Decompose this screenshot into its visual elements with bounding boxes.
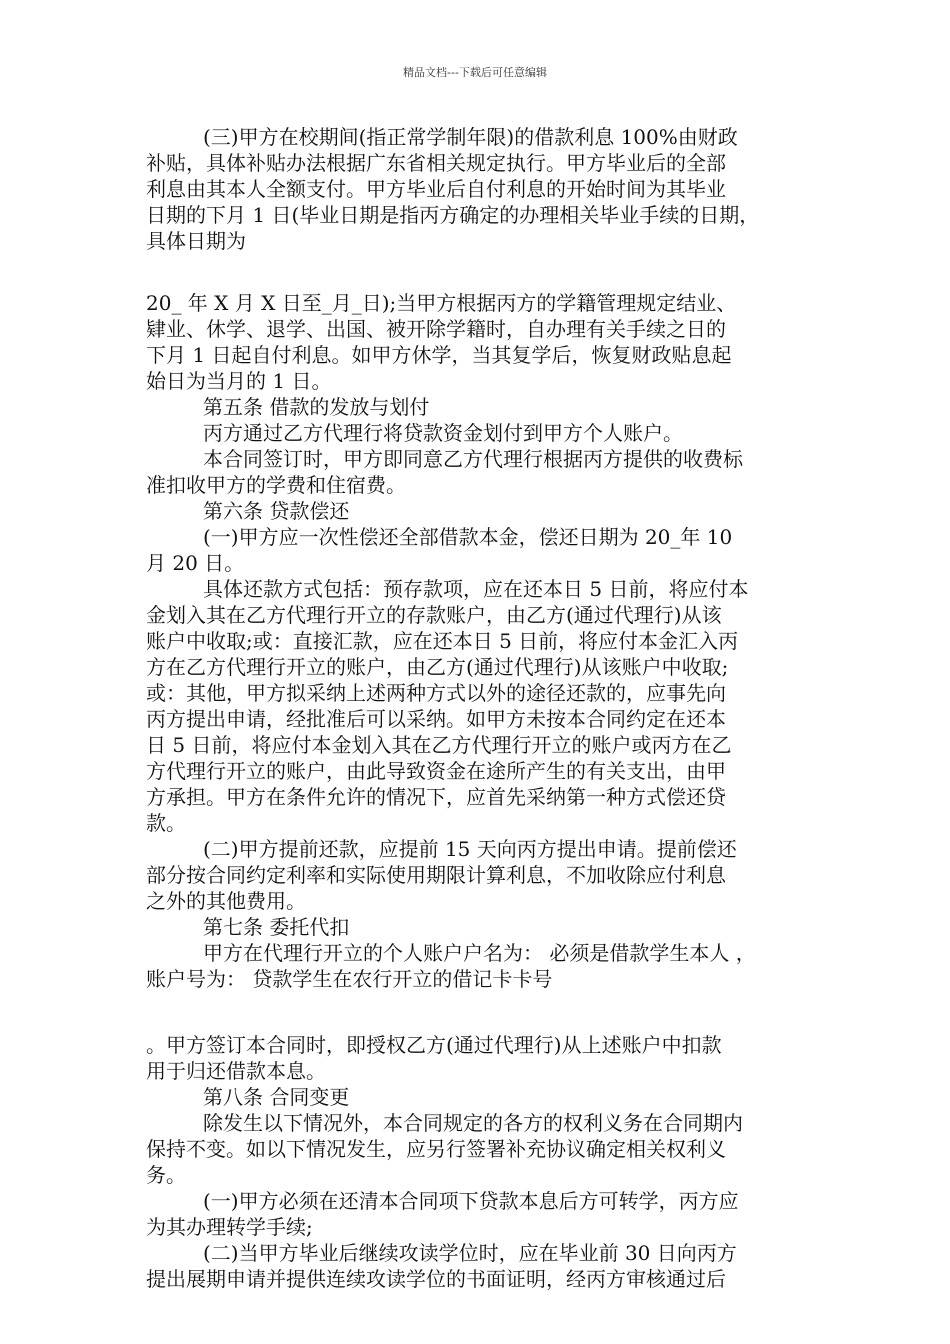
- text-line: 20_ 年 X 月 X 日至_月_日);当甲方根据丙方的学籍管理规定结业、: [146, 291, 737, 315]
- text-line: 下月 1 日起自付利息。如甲方休学，当其复学后，恢复财政贴息起: [146, 343, 732, 367]
- article-7-title: 第七条 委托代扣: [203, 915, 350, 939]
- text-line: 款。: [146, 811, 186, 835]
- paragraph-self-paid-interest: [146, 290, 810, 394]
- text-line: 部分按合同约定利率和实际使用期限计算利息，不加收除应付利息: [146, 863, 726, 887]
- article-5-title: 第五条 借款的发放与划付: [203, 395, 430, 419]
- text-line: 具体日期为: [146, 229, 246, 253]
- text-line: 方代理行开立的账户，由此导致资金在途所产生的有关支出，由甲: [146, 759, 726, 783]
- text-line: 除发生以下情况外，本合同规定的各方的权利义务在合同期内: [203, 1111, 743, 1135]
- text-line: (一)甲方应一次性偿还全部借款本金，偿还日期为 20_年 10: [203, 525, 733, 549]
- article-8-paragraph-3: [146, 1240, 810, 1292]
- article-6-paragraph-1: [146, 524, 810, 576]
- document-body: [146, 124, 810, 1292]
- text-line: 甲方在代理行开立的个人账户户名为： 必须是借款学生本人 ，: [203, 941, 756, 965]
- page-header: 精品文档---下载后可任意编辑: [403, 66, 547, 79]
- text-line: 日 5 日前，将应付本金划入其在乙方代理行开立的账户或丙方在乙: [146, 733, 732, 757]
- article-8-title: 第八条 合同变更: [203, 1085, 350, 1109]
- text-line: 方承担。甲方在条件允许的情况下，应首先采纳第一种方式偿还贷: [146, 785, 726, 809]
- text-line: 准扣收甲方的学费和住宿费。: [146, 473, 406, 497]
- text-line: 日期的下月 1 日(毕业日期是指丙方确定的办理相关毕业手续的日期，: [146, 203, 760, 227]
- text-line: 为其办理转学手续;: [146, 1215, 313, 1239]
- text-line: 方在乙方代理行开立的账户，由乙方(通过代理行)从该账户中收取;: [146, 655, 729, 679]
- article-6-paragraph-3: [146, 836, 810, 914]
- text-line: 丙方提出申请，经批准后可以采纳。如甲方未按本合同约定在还本: [146, 707, 726, 731]
- text-line: 用于归还借款本息。: [146, 1059, 326, 1083]
- text-line: 提出展期申请并提供连续攻读学位的书面证明，经丙方审核通过后: [146, 1267, 726, 1291]
- text-line: (三)甲方在校期间(指正常学制年限)的借款利息 100%由财政: [203, 125, 738, 149]
- text-line: 金划入其在乙方代理行开立的存款账户，由乙方(通过代理行)从该: [146, 603, 722, 627]
- text-line: 之外的其他费用。: [146, 889, 306, 913]
- text-line: 具体还款方式包括：预存款项，应在还本日 5 日前，将应付本: [203, 577, 749, 601]
- text-line: 本合同签订时，甲方即同意乙方代理行根据丙方提供的收费标: [203, 447, 743, 471]
- text-line: 。甲方签订本合同时，即授权乙方(通过代理行)从上述账户中扣款: [146, 1033, 722, 1057]
- text-line: 肄业、休学、退学、出国、被开除学籍时，自办理有关手续之日的: [146, 317, 726, 341]
- article-8-paragraph-1: [146, 1110, 810, 1188]
- text-line: 补贴，具体补贴办法根据广东省相关规定执行。甲方毕业后的全部: [146, 151, 726, 175]
- article-7-paragraph-1: [146, 940, 810, 992]
- text-line: 务。: [146, 1163, 186, 1187]
- article-6-paragraph-2: [146, 576, 810, 836]
- article-8-paragraph-2: [146, 1188, 810, 1240]
- article-5-paragraph-2: [146, 446, 810, 498]
- text-line: (一)甲方必须在还清本合同项下贷款本息后方可转学，丙方应: [203, 1189, 739, 1213]
- text-line: 账户中收取;或：直接汇款，应在还本日 5 日前，将应付本金汇入丙: [146, 629, 739, 653]
- text-line: 账户号为： 贷款学生在农行开立的借记卡卡号: [146, 967, 553, 991]
- text-line: 利息由其本人全额支付。甲方毕业后自付利息的开始时间为其毕业: [146, 177, 726, 201]
- text-line: (二)甲方提前还款，应提前 15 天向丙方提出申请。提前偿还: [203, 837, 737, 861]
- text-line: 始日为当月的 1 日。: [146, 369, 332, 393]
- article-7-paragraph-2: [146, 1032, 810, 1084]
- text-line: (二)当甲方毕业后继续攻读学位时，应在毕业前 30 日向丙方: [203, 1241, 737, 1265]
- text-line: 或：其他，甲方拟采纳上述两种方式以外的途径还款的，应事先向: [146, 681, 726, 705]
- paragraph-interest-subsidy: [146, 124, 810, 254]
- article-5-paragraph-1: 丙方通过乙方代理行将贷款资金划付到甲方个人账户。: [203, 421, 683, 445]
- text-line: 保持不变。如以下情况发生，应另行签署补充协议确定相关权利义: [146, 1137, 726, 1161]
- text-line: 月 20 日。: [146, 551, 245, 575]
- article-6-title: 第六条 贷款偿还: [203, 499, 350, 523]
